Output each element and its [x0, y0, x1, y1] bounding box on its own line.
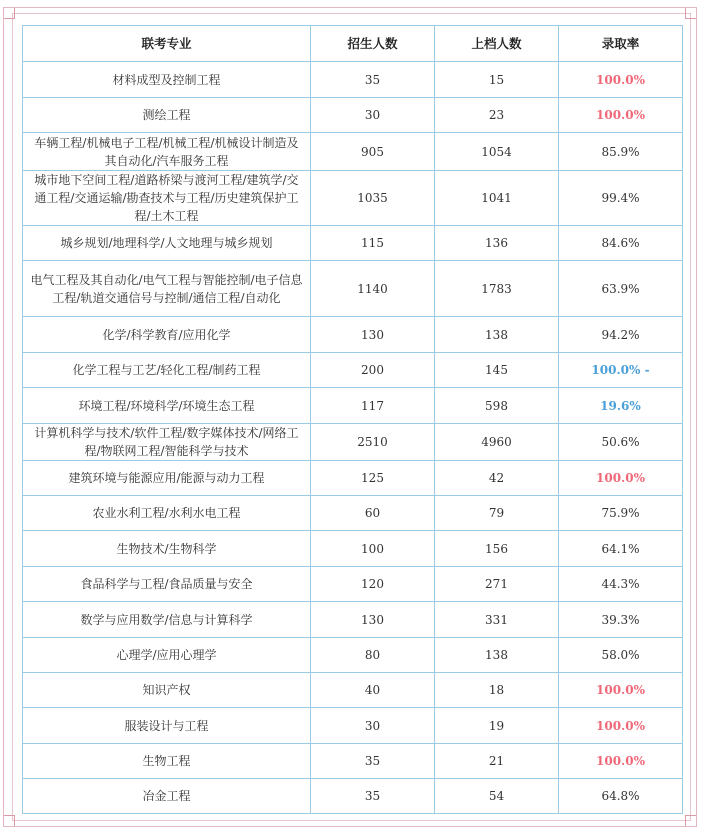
rate-cell: 100.0% - — [559, 353, 683, 388]
qualified-cell: 15 — [435, 62, 559, 98]
table-row — [23, 424, 683, 461]
corner-ornament-bottom-left — [4, 815, 15, 826]
table-row — [23, 779, 683, 814]
major-cell: 生物工程 — [23, 744, 311, 779]
enroll-cell: 2510 — [311, 424, 435, 461]
enroll-cell: 130 — [311, 602, 435, 638]
major-cell: 冶金工程 — [23, 779, 311, 814]
qualified-cell: 4960 — [435, 424, 559, 461]
qualified-cell: 1041 — [435, 171, 559, 226]
major-cell: 心理学/应用心理学 — [23, 638, 311, 673]
table-row — [23, 62, 683, 98]
major-cell: 测绘工程 — [23, 98, 311, 133]
major-cell: 材料成型及控制工程 — [23, 62, 311, 98]
major-cell: 建筑环境与能源应用/能源与动力工程 — [23, 461, 311, 496]
qualified-cell: 42 — [435, 461, 559, 496]
table-row — [23, 531, 683, 567]
rate-cell: 99.4% — [559, 171, 683, 226]
table-row — [23, 567, 683, 602]
enroll-cell: 130 — [311, 317, 435, 353]
rate-cell: 39.3% — [559, 602, 683, 638]
rate-cell: 100.0% — [559, 461, 683, 496]
rate-cell: 100.0% — [559, 62, 683, 98]
enroll-cell: 30 — [311, 708, 435, 744]
table-row — [23, 673, 683, 708]
qualified-cell: 331 — [435, 602, 559, 638]
qualified-cell: 54 — [435, 779, 559, 814]
table-row — [23, 708, 683, 744]
enroll-cell: 60 — [311, 496, 435, 531]
rate-cell: 50.6% — [559, 424, 683, 461]
corner-ornament-bottom-right — [685, 815, 696, 826]
enroll-cell: 80 — [311, 638, 435, 673]
rate-cell: 19.6% — [559, 388, 683, 424]
rate-cell: 85.9% — [559, 133, 683, 171]
admission-table — [22, 25, 683, 814]
header-qualified: 上档人数 — [435, 26, 559, 62]
enroll-cell: 100 — [311, 531, 435, 567]
rate-cell: 64.8% — [559, 779, 683, 814]
major-cell: 数学与应用数学/信息与计算科学 — [23, 602, 311, 638]
major-cell: 化学工程与工艺/轻化工程/制药工程 — [23, 353, 311, 388]
enroll-cell: 125 — [311, 461, 435, 496]
table-row — [23, 638, 683, 673]
table-row — [23, 602, 683, 638]
major-cell: 环境工程/环境科学/环境生态工程 — [23, 388, 311, 424]
rate-cell: 63.9% — [559, 261, 683, 317]
enroll-cell: 35 — [311, 62, 435, 98]
rate-cell: 100.0% — [559, 708, 683, 744]
enroll-cell: 1140 — [311, 261, 435, 317]
corner-ornament-top-right — [685, 8, 696, 19]
table-row — [23, 496, 683, 531]
header-enroll: 招生人数 — [311, 26, 435, 62]
major-cell: 服装设计与工程 — [23, 708, 311, 744]
major-cell: 食品科学与工程/食品质量与安全 — [23, 567, 311, 602]
table-row — [23, 226, 683, 261]
rate-cell: 75.9% — [559, 496, 683, 531]
qualified-cell: 271 — [435, 567, 559, 602]
header-rate: 录取率 — [559, 26, 683, 62]
table-row — [23, 744, 683, 779]
major-cell: 城市地下空间工程/道路桥梁与渡河工程/建筑学/交通工程/交通运输/勘查技术与工程/历史建筑保护工程/土木工程 — [23, 171, 311, 226]
table-row — [23, 98, 683, 133]
major-cell: 生物技术/生物科学 — [23, 531, 311, 567]
major-cell: 农业水利工程/水利水电工程 — [23, 496, 311, 531]
header-major: 联考专业 — [23, 26, 311, 62]
enroll-cell: 200 — [311, 353, 435, 388]
table-row — [23, 353, 683, 388]
rate-cell: 100.0% — [559, 744, 683, 779]
qualified-cell: 23 — [435, 98, 559, 133]
table-row — [23, 133, 683, 171]
rate-cell: 94.2% — [559, 317, 683, 353]
qualified-cell: 18 — [435, 673, 559, 708]
rate-cell: 58.0% — [559, 638, 683, 673]
table-row — [23, 261, 683, 317]
qualified-cell: 145 — [435, 353, 559, 388]
enroll-cell: 35 — [311, 779, 435, 814]
major-cell: 计算机科学与技术/软件工程/数字媒体技术/网络工程/物联网工程/智能科学与技术 — [23, 424, 311, 461]
qualified-cell: 136 — [435, 226, 559, 261]
qualified-cell: 1783 — [435, 261, 559, 317]
enroll-cell: 905 — [311, 133, 435, 171]
major-cell: 化学/科学教育/应用化学 — [23, 317, 311, 353]
enroll-cell: 120 — [311, 567, 435, 602]
qualified-cell: 19 — [435, 708, 559, 744]
qualified-cell: 138 — [435, 638, 559, 673]
rate-cell: 100.0% — [559, 673, 683, 708]
qualified-cell: 138 — [435, 317, 559, 353]
major-cell: 城乡规划/地理科学/人文地理与城乡规划 — [23, 226, 311, 261]
qualified-cell: 21 — [435, 744, 559, 779]
qualified-cell: 79 — [435, 496, 559, 531]
major-cell: 知识产权 — [23, 673, 311, 708]
enroll-cell: 35 — [311, 744, 435, 779]
qualified-cell: 598 — [435, 388, 559, 424]
enroll-cell: 117 — [311, 388, 435, 424]
table-row — [23, 171, 683, 226]
corner-ornament-top-left — [4, 8, 15, 19]
qualified-cell: 156 — [435, 531, 559, 567]
enroll-cell: 1035 — [311, 171, 435, 226]
enroll-cell: 115 — [311, 226, 435, 261]
rate-cell: 44.3% — [559, 567, 683, 602]
table-body — [23, 62, 683, 814]
enroll-cell: 30 — [311, 98, 435, 133]
enroll-cell: 40 — [311, 673, 435, 708]
table-row — [23, 317, 683, 353]
qualified-cell: 1054 — [435, 133, 559, 171]
rate-cell: 64.1% — [559, 531, 683, 567]
table-row — [23, 461, 683, 496]
major-cell: 电气工程及其自动化/电气工程与智能控制/电子信息工程/轨道交通信号与控制/通信工程/自动化 — [23, 261, 311, 317]
rate-cell: 84.6% — [559, 226, 683, 261]
table-row — [23, 388, 683, 424]
major-cell: 车辆工程/机械电子工程/机械工程/机械设计制造及其自动化/汽车服务工程 — [23, 133, 311, 171]
header-row — [23, 26, 683, 62]
rate-cell: 100.0% — [559, 98, 683, 133]
